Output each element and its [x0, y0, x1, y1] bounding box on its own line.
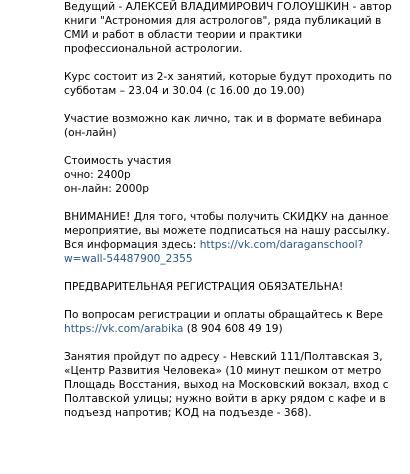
price-title: Стоимость участия: [64, 155, 172, 167]
format-paragraph: Участие возможно как лично, так и в формате вебинара (он-лайн): [64, 113, 382, 139]
lead-paragraph: Ведущий - АЛЕКСЕЙ ВЛАДИМИРОВИЧ ГОЛОУШКИН - автор книги "Астрономия для астрологов", ряда публикаций в СМИ и работ в области теории и практики профессиональной астрологии.: [64, 1, 392, 55]
contact-link[interactable]: https://vk.com/arabika: [64, 323, 184, 335]
price-block: [64, 154, 394, 196]
registration-notice: ПРЕДВАРИТЕЛЬНАЯ РЕГИСТРАЦИЯ ОБЯЗАТЕЛЬНА!: [64, 281, 344, 293]
course-schedule-paragraph: Курс состоит из 2-х занятий, которые будут проходить по субботам – 23.04 и 30.04 (с 16.00 до 19.00): [64, 71, 392, 97]
contact-paragraph: [64, 308, 394, 336]
price-online: он-лайн: 2000р: [64, 183, 149, 195]
address-paragraph: Занятия пройдут по адресу - Невский 111/Полтавская 3, «Центр Развития Человека» (10 минут пешком от метро Площадь Восстания, выход на Московский вокзал, вход с Полтавской улицы; нужно войти в арку рядом с кафе и в подъезд напротив; КОД на подъезде - 368).: [64, 351, 389, 419]
discount-paragraph: [64, 210, 394, 266]
price-offline: очно: 2400р: [64, 169, 131, 181]
contact-phone: (8 904 608 49 19): [183, 323, 283, 335]
discount-text: ВНИМАНИЕ! Для того, чтобы получить СКИДКУ на данное мероприятие, вы можете подписаться на нашу рассылку. Вся информация здесь:: [64, 211, 390, 251]
contact-text: По вопросам регистрации и оплаты обращайтесь к Вере: [64, 309, 383, 321]
discount-link[interactable]: https://vk.com/daraganschool?w=wall-54487900_2355: [64, 239, 364, 265]
post-text: [64, 0, 394, 420]
